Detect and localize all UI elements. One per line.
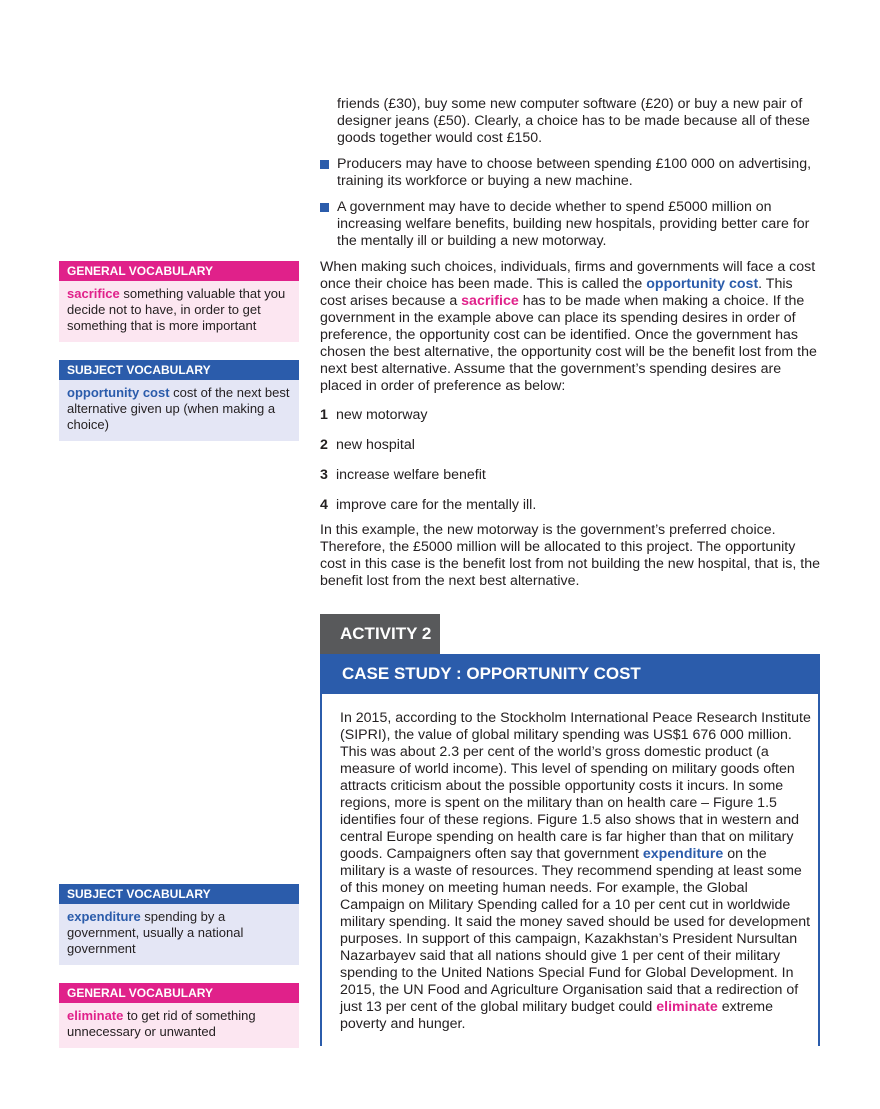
vocab-box-eliminate [59,983,299,1048]
bullet-text: Producers may have to choose between spending £100 000 on advertising, training its workforce or buying a new machine. [337,156,812,189]
activity-tab: ACTIVITY 2 [320,614,440,654]
bullet-government [320,199,820,250]
case-study-text: In 2015, according to the Stockholm International Peace Research Institute (SIPRI), the value of global military spending was US$1 676 000 million. This was about 2.3 per cent of the world’s gross domestic product (a measure of world income). This level of spending on military goods often attracts criticism about the possible opportunity costs it incurs. In some regions, more is spent on the military than on health care – Figure 1.5 identifies four of these regions. Figure 1.5 also shows that in western and central Europe spending on health care is far higher than that on military goods. Campaigners often say that government expenditure on the military is a waste of resources. They recommend spending at least some of this money on meeting human needs. For example, the Global Campaign on Military Spending called for a 10 per cent cut in worldwide military spending. It said the money saved should be used for development purposes. In support of this campaign, Kazakhstan’s President Nursultan Nazarbayev said that all nations should give 1 per cent of their military spending to the United Nations Special Fund for Global Development. In 2015, the UN Food and Agriculture Organisation said that a redirection of just 13 per cent of the global military budget could eliminate extreme poverty and hunger. [340,710,811,1032]
preference-item: 2 new hospital [320,437,415,453]
example-paragraph: In this example, the new motorway is the government’s preferred choice. Therefore, the £5000 million will be allocated to this project. The opportunity cost in this case is the benefit lost from not building the new hospital, that is, the benefit lost from the next best alternative. [320,522,820,589]
term-sacrifice: sacrifice [461,293,519,309]
bullet-text: A government may have to decide whether to spend £5000 million on increasing welfare benefits, building new hospitals, providing better care for the mentally ill or building a new motorway. [337,199,810,249]
preference-item: 3 increase welfare benefit [320,467,486,483]
vocab-box-opportunity-cost [59,360,299,441]
vocab-definition: sacrifice something valuable that you decide not to have, in order to get something that is more important [59,281,299,342]
preference-item: 1 new motorway [320,407,428,423]
bullet-producers [320,156,820,190]
term-opportunity-cost: opportunity cost [646,276,759,292]
vocab-box-expenditure [59,884,299,965]
term-expenditure: expenditure [642,846,724,862]
intro-paragraph: friends (£30), buy some new computer software (£20) or buy a new pair of designer jeans (£50). Clearly, a choice has to be made because all of these goods together would cost £150. [337,96,810,146]
square-bullet-icon [320,160,329,169]
choices-paragraph: When making such choices, individuals, firms and governments will face a cost once their choice has been made. This is called the opportunity cost. This cost arises because a sacrifice has to be made when making a choice. If the government in the example above can place its spending desires in order of preference, the opportunity cost can be identified. Once the government has chosen the best alternative, the opportunity cost will be the benefit lost from the next best alternative. Assume that the government’s spending desires are placed in order of preference as below: [320,259,817,394]
vocab-heading: SUBJECT VOCABULARY [59,884,299,904]
preference-item: 4 improve care for the mentally ill. [320,497,537,513]
vocab-heading: SUBJECT VOCABULARY [59,360,299,380]
term-eliminate: eliminate [656,999,718,1015]
vocab-definition: eliminate to get rid of something unnecessary or unwanted [59,1003,299,1048]
vocab-heading: GENERAL VOCABULARY [59,261,299,281]
vocab-box-sacrifice [59,261,299,342]
vocab-definition: opportunity cost cost of the next best alternative given up (when making a choice) [59,380,299,441]
case-study-title: CASE STUDY : OPPORTUNITY COST [320,654,820,694]
vocab-definition: expenditure spending by a government, usually a national government [59,904,299,965]
vocab-heading: GENERAL VOCABULARY [59,983,299,1003]
square-bullet-icon [320,203,329,212]
